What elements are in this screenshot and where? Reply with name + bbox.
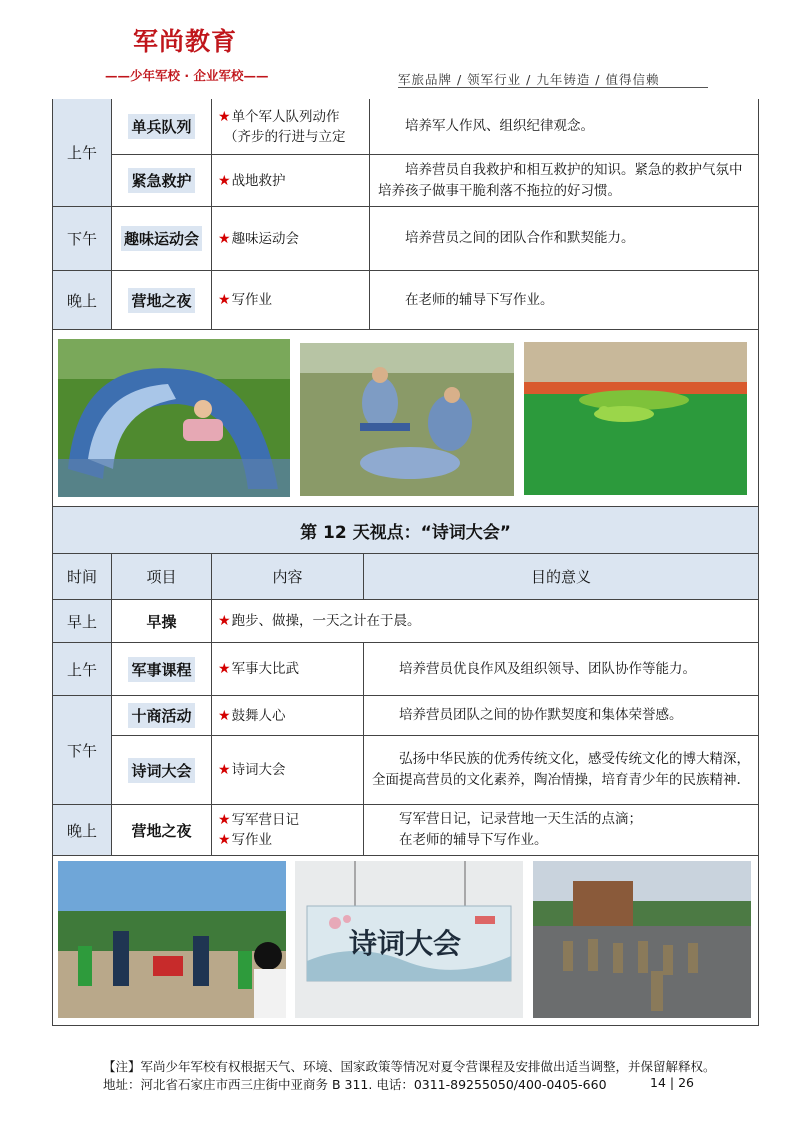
period-label: 上午: [66, 660, 97, 679]
column-header-content: [212, 554, 364, 600]
period-cell-early: [53, 600, 112, 643]
purpose-text: 培养营员自我救护和相互救护的知识。紧急的救护气氛中培养孩子做事干脆利落不拖拉的好习惯。: [378, 161, 743, 199]
period-cell-morning: [53, 643, 112, 696]
brand-logo-text: 军尚教育: [133, 27, 238, 56]
project-cell: [112, 155, 212, 207]
content-cell: [212, 155, 370, 207]
content-cell: [212, 805, 364, 856]
column-header-label: 内容: [272, 568, 303, 586]
project-cell: [112, 696, 212, 736]
brand-subtitle: ——少年军校 · 企业军校——: [105, 68, 269, 83]
star-icon: ★: [218, 812, 231, 828]
project-label: 早操: [146, 612, 177, 631]
project-cell: [112, 736, 212, 805]
column-header-label: 项目: [146, 568, 177, 586]
content-cell: [212, 600, 759, 643]
content-line: 写军营日记: [231, 812, 300, 828]
period-cell-afternoon: [53, 207, 112, 271]
purpose-cell: [370, 99, 759, 155]
project-cell: [112, 600, 212, 643]
photo-poetry-banner: [295, 861, 523, 1018]
content-line: 鼓舞人心: [231, 707, 286, 724]
photo-first-aid: [300, 343, 514, 496]
purpose-text: 培养营员之间的团队合作和默契能力。: [405, 230, 635, 246]
footer-address: 地址：河北省石家庄市西三庄街中亚商务 B 311. 电话：0311-89255050/400-0405-660: [103, 1077, 607, 1092]
day12-title: 第 12 天视点：“诗词大会”: [300, 522, 511, 543]
star-icon: ★: [218, 707, 231, 724]
footer-note: 【注】军尚少年军校有权根据天气、环境、国家政策等情况对夏令营课程及安排做出适当调整，并保留解释权。: [103, 1059, 716, 1074]
page-number: 14 | 26: [650, 1075, 694, 1090]
purpose-text: 写军营日记，记录营地一天生活的点滴；: [399, 811, 642, 827]
content-line: 军事大比武: [231, 661, 300, 677]
column-header-label: 时间: [66, 568, 97, 586]
project-cell: [112, 643, 212, 696]
header-rule: [398, 87, 708, 88]
purpose-text: 培养军人作风、组织纪律观念。: [405, 118, 594, 134]
period-cell-morning: [53, 99, 112, 207]
purpose-cell: [364, 696, 759, 736]
star-icon: ★: [218, 292, 231, 308]
content-cell: [212, 99, 370, 155]
content-cell: [212, 643, 364, 696]
day12-title-row: [53, 507, 759, 554]
photo-fun-sports: [524, 342, 747, 495]
content-cell: [212, 207, 370, 271]
project-label: 单兵队列: [128, 114, 194, 139]
period-label: 下午: [66, 230, 97, 248]
purpose-text: 培养营员优良作风及组织领导、团队协作等能力。: [399, 660, 696, 677]
content-line: 战地救护: [231, 172, 286, 189]
purpose-cell: [364, 736, 759, 805]
content-line: 单个军人队列动作: [231, 108, 340, 125]
photo-strip-day11: [53, 330, 759, 507]
photo-strip-day12: [53, 856, 759, 1025]
photo-group-activity: [58, 861, 286, 1018]
star-icon: ★: [218, 613, 231, 629]
purpose-text: 在老师的辅导下写作业。: [399, 832, 548, 848]
project-label: 趣味运动会: [121, 226, 202, 251]
purpose-cell: [364, 643, 759, 696]
purpose-text: 在老师的辅导下写作业。: [405, 291, 554, 308]
period-cell-evening: [53, 271, 112, 330]
content-line: 写作业: [231, 832, 273, 848]
content-cell: [212, 271, 370, 330]
banner-text: 诗词大会: [348, 927, 462, 960]
content-line: 趣味运动会: [231, 230, 300, 247]
photo-tunnel-game: [58, 339, 290, 497]
period-label: 晚上: [66, 291, 97, 310]
period-label: 晚上: [66, 821, 97, 840]
project-label: 诗词大会: [128, 758, 194, 783]
purpose-cell: [364, 805, 759, 856]
content-cell: [212, 696, 364, 736]
project-cell: [112, 271, 212, 330]
project-cell: [112, 99, 212, 155]
column-header-time: [53, 554, 112, 600]
period-label: 早上: [66, 612, 97, 631]
period-cell-evening: [53, 805, 112, 856]
star-icon: ★: [218, 108, 231, 125]
period-label: 上午: [66, 144, 97, 162]
column-header-purpose: [364, 554, 759, 600]
project-label: 营地之夜: [128, 288, 194, 313]
content-line: 诗词大会: [231, 762, 286, 778]
star-icon: ★: [218, 172, 231, 189]
star-icon: ★: [218, 230, 231, 247]
project-label: 军事课程: [128, 657, 194, 682]
period-cell-afternoon: [53, 696, 112, 805]
project-cell: [112, 207, 212, 271]
content-cell: [212, 736, 364, 805]
content-line: 写作业: [231, 292, 273, 308]
content-line: （齐步的行进与立定: [224, 128, 346, 145]
purpose-cell: [370, 155, 759, 207]
column-header-project: [112, 554, 212, 600]
schedule-sheet: [52, 99, 759, 1026]
page-header: [0, 0, 800, 92]
column-header-label: 目的意义: [530, 568, 591, 586]
star-icon: ★: [218, 661, 231, 677]
purpose-text: 培养营员团队之间的协作默契度和集体荣誉感。: [399, 707, 683, 723]
project-label: 营地之夜: [131, 821, 192, 840]
star-icon: ★: [218, 832, 231, 848]
project-cell: [112, 805, 212, 856]
project-label: 十商活动: [128, 703, 194, 728]
star-icon: ★: [218, 762, 231, 778]
purpose-cell: [370, 207, 759, 271]
purpose-cell: [370, 271, 759, 330]
purpose-text: 弘扬中华民族的优秀传统文化，感受传统文化的博大精深，全面提高营员的文化素养，陶冶情操，培育青少年的民族精神.: [372, 751, 750, 788]
header-slogan: 军旅品牌 / 领军行业 / 九年铸造 / 值得信赖: [398, 72, 660, 87]
period-label: 下午: [66, 741, 97, 760]
project-label: 紧急救护: [128, 168, 194, 193]
photo-marching-drill: [533, 861, 751, 1018]
content-line: 跑步、做操，一天之计在于晨。: [231, 613, 421, 629]
